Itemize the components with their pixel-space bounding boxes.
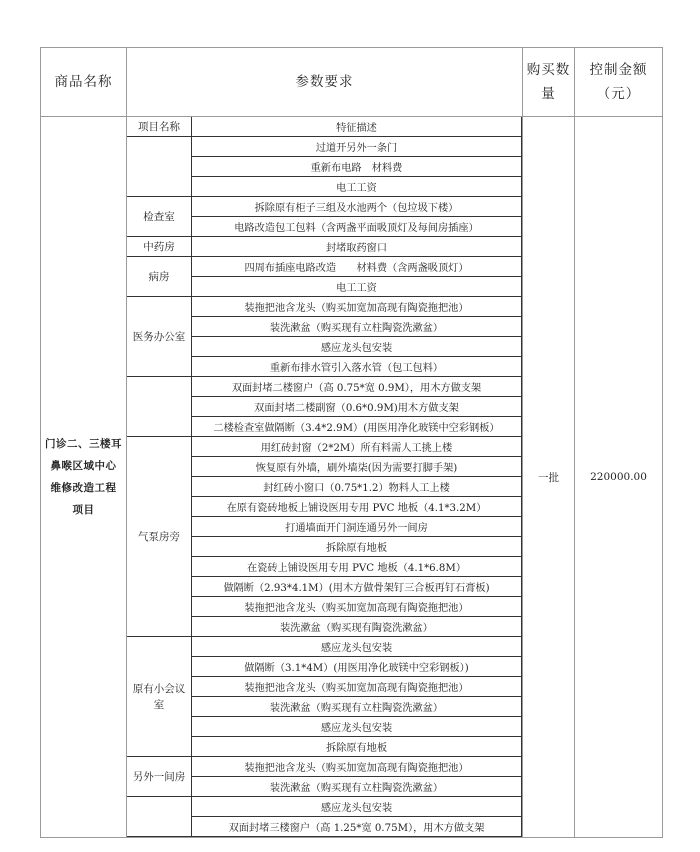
inner-header-item: 项目名称 [127, 117, 192, 137]
header-quantity-line1: 购买数 [526, 62, 571, 78]
item-description-cell: 装拖把池含龙头（购买加宽加高现有陶瓷拖把池） [192, 297, 522, 317]
document-page [40, 47, 662, 838]
table-row [127, 197, 522, 217]
header-price-line2: （元） [596, 86, 641, 102]
product-name-line: 门诊二、三楼耳 [45, 438, 122, 450]
room-name-cell: 另外一间房 [127, 757, 192, 797]
quantity-cell: 一批 [523, 117, 575, 838]
room-name-cell [127, 137, 192, 197]
item-description-cell: 感应龙头包安装 [192, 337, 522, 357]
item-description-cell: 拆除原有地板 [192, 537, 522, 557]
table-row [127, 637, 522, 657]
header-price-line1: 控制金额 [589, 62, 648, 78]
table-row [127, 437, 522, 457]
item-description-cell: 电工工资 [192, 277, 522, 297]
item-description-cell: 封红砖小窗口（0.75*1.2）物料人工上楼 [192, 477, 522, 497]
header-quantity [523, 48, 575, 117]
room-name-cell [127, 797, 192, 837]
item-description-cell: 过道开另外一条门 [192, 137, 522, 157]
header-product-name: 商品名称 [41, 48, 127, 117]
item-description-cell: 双面封堵三楼窗户（高 1.25*宽 0.75M），用木方做支架 [192, 817, 522, 837]
item-description-cell: 重新布排水管引入落水管（包工包料） [192, 357, 522, 377]
item-description-cell: 装洗漱盆（购买现有立柱陶瓷洗漱盆） [192, 777, 522, 797]
table-row [127, 377, 522, 397]
room-name-cell: 检查室 [127, 197, 192, 237]
room-name-cell: 原有小会议室 [127, 637, 192, 757]
item-description-cell: 双面封堵二楼副窗（0.6*0.9M)用木方做支架 [192, 397, 522, 417]
product-name-line: 鼻喉区域中心 [50, 460, 117, 472]
item-description-cell: 装拖把池含龙头（购买加宽加高现有陶瓷拖把池） [192, 597, 522, 617]
item-description-cell: 在瓷砖上铺设医用专用 PVC 地板（4.1*6.8M） [192, 557, 522, 577]
item-description-cell: 做隔断（3.1*4M）(用医用净化玻镁中空彩钢板）) [192, 657, 522, 677]
inner-header-desc: 特征描述 [192, 117, 522, 137]
product-row [41, 117, 663, 838]
table-row [127, 237, 522, 257]
item-description-cell: 封堵取药窗口 [192, 237, 522, 257]
inner-header-row [127, 117, 522, 137]
item-description-cell: 重新布电路 材料费 [192, 157, 522, 177]
room-name-cell: 病房 [127, 257, 192, 297]
product-name-line: 项目 [72, 504, 95, 516]
room-name-cell: 中药房 [127, 237, 192, 257]
params-inner-table [127, 117, 522, 837]
table-row [127, 257, 522, 277]
item-description-cell: 装洗漱盆（购买现有陶瓷洗漱盆） [192, 617, 522, 637]
item-description-cell: 用红砖封窗（2*2M）所有料需人工挑上楼 [192, 437, 522, 457]
item-description-cell: 在原有瓷砖地板上铺设医用专用 PVC 地板（4.1*3.2M） [192, 497, 522, 517]
item-description-cell: 电工工资 [192, 177, 522, 197]
item-description-cell: 电路改造包工包料（含两盏平面吸顶灯及每间房插座） [192, 217, 522, 237]
header-quantity-line2: 量 [541, 86, 556, 102]
table-header-row [41, 48, 663, 117]
product-name-cell [41, 117, 127, 838]
item-description-cell: 二楼检查室做隔断（3.4*2.9M）(用医用净化玻镁中空彩钢板） [192, 417, 522, 437]
spec-table [40, 47, 663, 838]
item-description-cell: 打通墙面开门洞连通另外一间房 [192, 517, 522, 537]
table-row [127, 757, 522, 777]
item-description-cell: 装拖把池含龙头（购买加宽加高现有陶瓷拖把池） [192, 757, 522, 777]
item-description-cell: 装洗漱盆（购买现有立柱陶瓷洗漱盆） [192, 317, 522, 337]
table-row [127, 137, 522, 157]
item-description-cell: 双面封堵二楼窗户（高 0.75*宽 0.9M），用木方做支架 [192, 377, 522, 397]
item-description-cell: 做隔断（2.93*4.1M）(用木方做骨架钉三合板再钉石膏板) [192, 577, 522, 597]
item-description-cell: 恢复原有外墙，刷外墙柒(因为需要打脚手架) [192, 457, 522, 477]
header-price [575, 48, 663, 117]
item-description-cell: 拆除原有柜子三组及水池两个（包垃圾下楼） [192, 197, 522, 217]
price-cell: 220000.00 [575, 117, 663, 838]
room-name-cell: 气泵房旁 [127, 437, 192, 637]
params-cell [127, 117, 523, 838]
item-description-cell: 感应龙头包安装 [192, 717, 522, 737]
item-description-cell: 四周布插座电路改造 材料费（含两盏吸顶灯） [192, 257, 522, 277]
item-description-cell: 感应龙头包安装 [192, 797, 522, 817]
room-name-cell [127, 377, 192, 437]
header-params: 参数要求 [127, 48, 523, 117]
item-description-cell: 拆除原有地板 [192, 737, 522, 757]
item-description-cell: 感应龙头包安装 [192, 637, 522, 657]
table-row [127, 797, 522, 817]
room-name-cell: 医务办公室 [127, 297, 192, 377]
item-description-cell: 装洗漱盆（购买现有立柱陶瓷洗漱盆） [192, 697, 522, 717]
table-row [127, 297, 522, 317]
product-name-line: 维修改造工程 [50, 482, 117, 494]
item-description-cell: 装拖把池含龙头（购买加宽加高现有陶瓷拖把池） [192, 677, 522, 697]
